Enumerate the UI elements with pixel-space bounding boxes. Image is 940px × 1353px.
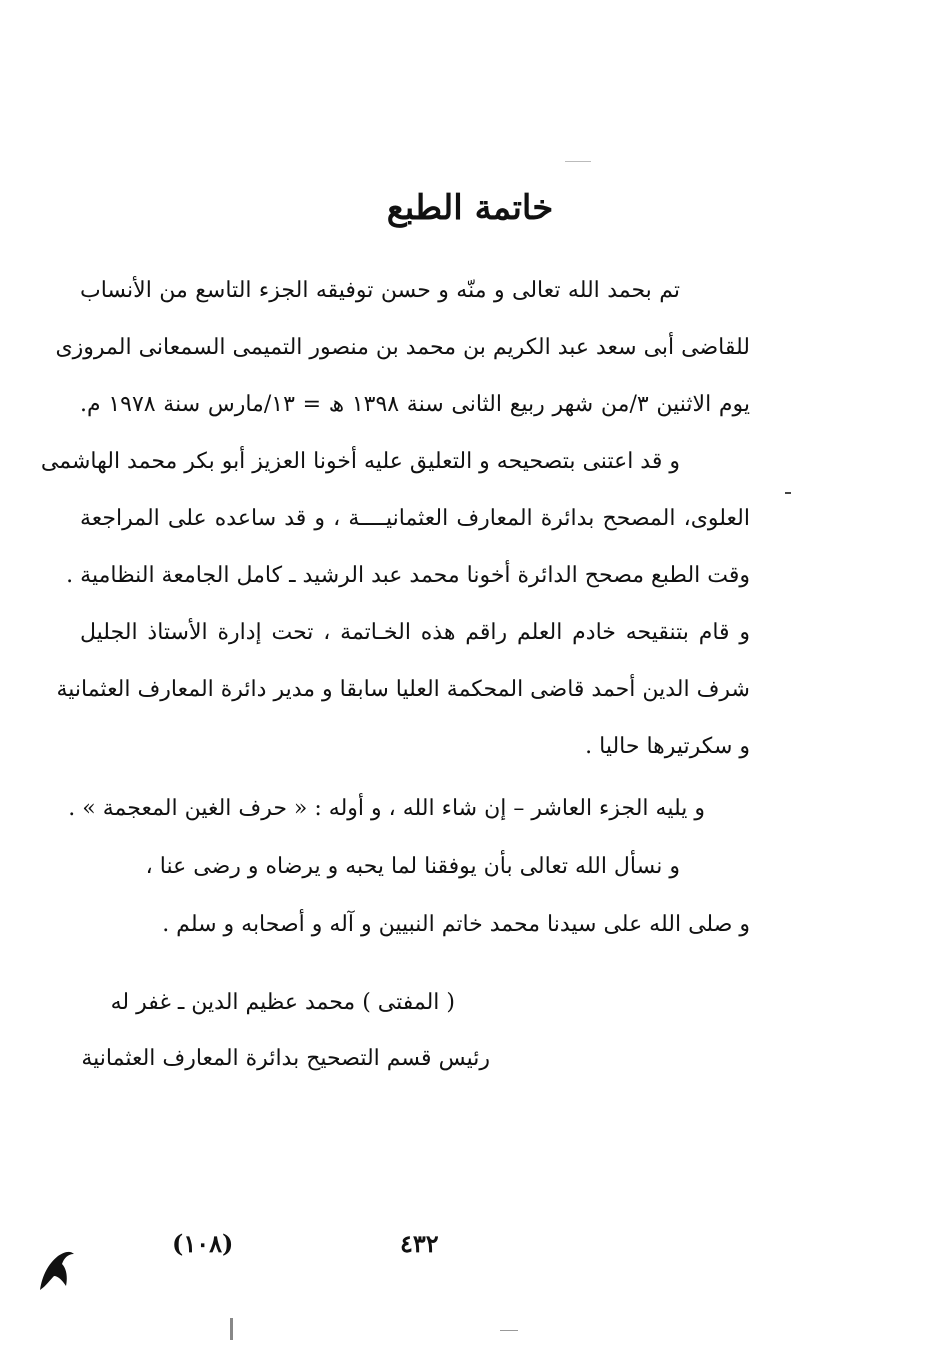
closing-line-1: و يليه الجزء العاشر – إن شاء الله ، و أوله : « حرف الغين المعجمة » . bbox=[68, 796, 705, 821]
folio-number: (١٠٨) bbox=[172, 1229, 234, 1258]
closing-line-2: و نسأل الله تعالى بأن يوفقنا لما يحبه و يرضاه و رضى عنا ، bbox=[145, 854, 680, 879]
paragraph-2-line-2: العلوى، المصحح بدائرة المعارف العثمانيــــة ، و قد ساعده على المراجعة bbox=[80, 506, 750, 531]
signature-name: ( المفتى ) محمد عظيم الدين ـ غفر له bbox=[110, 990, 455, 1015]
ink-mark-icon bbox=[36, 1246, 76, 1292]
paragraph-2-line-5: شرف الدين أحمد قاضى المحكمة العليا سابقا و مدير دائرة المعارف العثمانية bbox=[56, 677, 750, 702]
main-text bbox=[40, 262, 751, 775]
page-number: ٤٣٢ bbox=[400, 1229, 439, 1258]
signature-block bbox=[81, 975, 490, 1087]
paragraph-1-line-2: للقاضى أبى سعد عبد الكريم بن محمد بن منصور التميمى السمعانى المروزى bbox=[55, 335, 750, 360]
paragraph-2-line-6: و سكرتيرها حاليا . bbox=[585, 734, 750, 759]
paragraph-1-line-3: يوم الاثنين ٣/من شهر ربيع الثانى سنة ١٣٩٨ ھ = ١٣/مارس سنة ١٩٧٨ م. bbox=[80, 392, 751, 417]
scan-speck bbox=[785, 492, 791, 494]
page-title: خاتمة الطبع bbox=[386, 188, 554, 228]
paragraph-2-line-4: و قام بتنقيحه خادم العلم راقم هذه الخـاتمة ، تحت إدارة الأستاذ الجليل bbox=[80, 620, 750, 645]
paragraph-2-line-3: وقت الطبع مصحح الدائرة أخونا محمد عبد الرشيد ـ كامل الجامعة النظامية . bbox=[66, 563, 750, 588]
scan-speck bbox=[500, 1330, 518, 1331]
scan-speck bbox=[565, 161, 591, 162]
scan-speck bbox=[230, 1318, 233, 1340]
paragraph-1-line-1: تم بحمد الله تعالى و منّه و حسن توفيقه الجزء التاسع من الأنساب bbox=[80, 278, 680, 303]
paragraph-2-line-1: و قد اعتنى بتصحيحه و التعليق عليه أخونا العزيز أبو بكر محمد الهاشمى bbox=[40, 449, 680, 474]
signature-position: رئيس قسم التصحيح بدائرة المعارف العثمانية bbox=[81, 1046, 490, 1071]
closing-line-3: و صلى الله على سيدنا محمد خاتم النبيين و آله و أصحابه و سلم . bbox=[162, 912, 750, 937]
closing-text bbox=[68, 780, 750, 954]
